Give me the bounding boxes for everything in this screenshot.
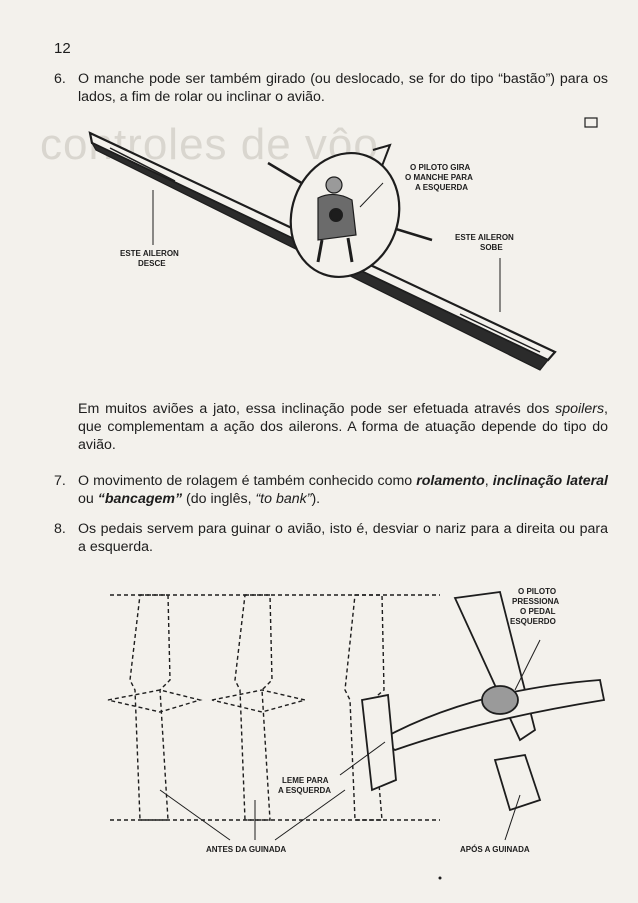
label-left-2: DESCE bbox=[138, 259, 166, 268]
label-pilot-3: A ESQUERDA bbox=[415, 183, 469, 192]
item-number: 7. bbox=[54, 473, 66, 489]
label-left-1: ESTE AILERON bbox=[120, 249, 179, 258]
label-after-yaw: APÓS A GUINADA bbox=[460, 845, 530, 854]
ghost-plane-2-fuselage bbox=[212, 690, 305, 712]
item-number: 8. bbox=[54, 521, 66, 537]
term-inclinacao-lateral: inclinação lateral bbox=[492, 473, 608, 489]
bleed-through-watermark: controles de vôo bbox=[40, 120, 379, 169]
label-before-yaw: ANTES DA GUINADA bbox=[206, 845, 287, 854]
tail bbox=[362, 695, 396, 790]
term-rolamento: rolamento bbox=[416, 473, 485, 489]
item-text: O movimento de rolagem é também conhecido como rolamento, inclinação lateral ou “bancagem” (do inglês, “to bank”). bbox=[78, 473, 608, 507]
label-right-2: SOBE bbox=[480, 243, 503, 252]
item-text: O manche pode ser também girado (ou deslocado, se for do tipo “bastão”) para os lados, a fim de rolar ou inclinar o avião. bbox=[78, 71, 608, 105]
ghost-plane-1-wing bbox=[130, 595, 170, 820]
label-pilot-pedal-1: O PILOTO bbox=[518, 587, 557, 596]
label-right-1: ESTE AILERON bbox=[455, 233, 514, 242]
label-pilot-2: O MANCHE PARA bbox=[405, 173, 473, 182]
term-bancagem: “bancagem” bbox=[97, 491, 183, 507]
note-spoilers: spoilers bbox=[555, 401, 605, 417]
label-rudder-2: A ESQUERDA bbox=[278, 786, 332, 795]
dot bbox=[439, 877, 442, 880]
item-number: 6. bbox=[54, 71, 66, 87]
label-pilot-pedal-2: PRESSIONA bbox=[512, 597, 560, 606]
term-to-bank: “to bank” bbox=[255, 491, 312, 507]
note-part-2: , que complementam a ação dos ailerons. A forma de atuação depende do tipo do avião. bbox=[78, 401, 608, 453]
ghost-plane-1-fuselage bbox=[108, 690, 200, 712]
item-text: Os pedais servem para guinar o avião, isto é, desviar o nariz para a direita ou para a esquerda. bbox=[78, 521, 608, 555]
label-pilot-pedal-3: O PEDAL bbox=[520, 607, 556, 616]
label-pilot-1: O PILOTO GIRA bbox=[410, 163, 471, 172]
note-part-1: Em muitos aviões a jato, essa inclinação pode ser efetuada através dos bbox=[78, 401, 556, 417]
pilot bbox=[482, 686, 518, 714]
label-rudder-1: LEME PARA bbox=[282, 776, 329, 785]
label-pilot-pedal-4: ESQUERDO bbox=[510, 617, 556, 626]
page-number: 12 bbox=[54, 40, 71, 57]
